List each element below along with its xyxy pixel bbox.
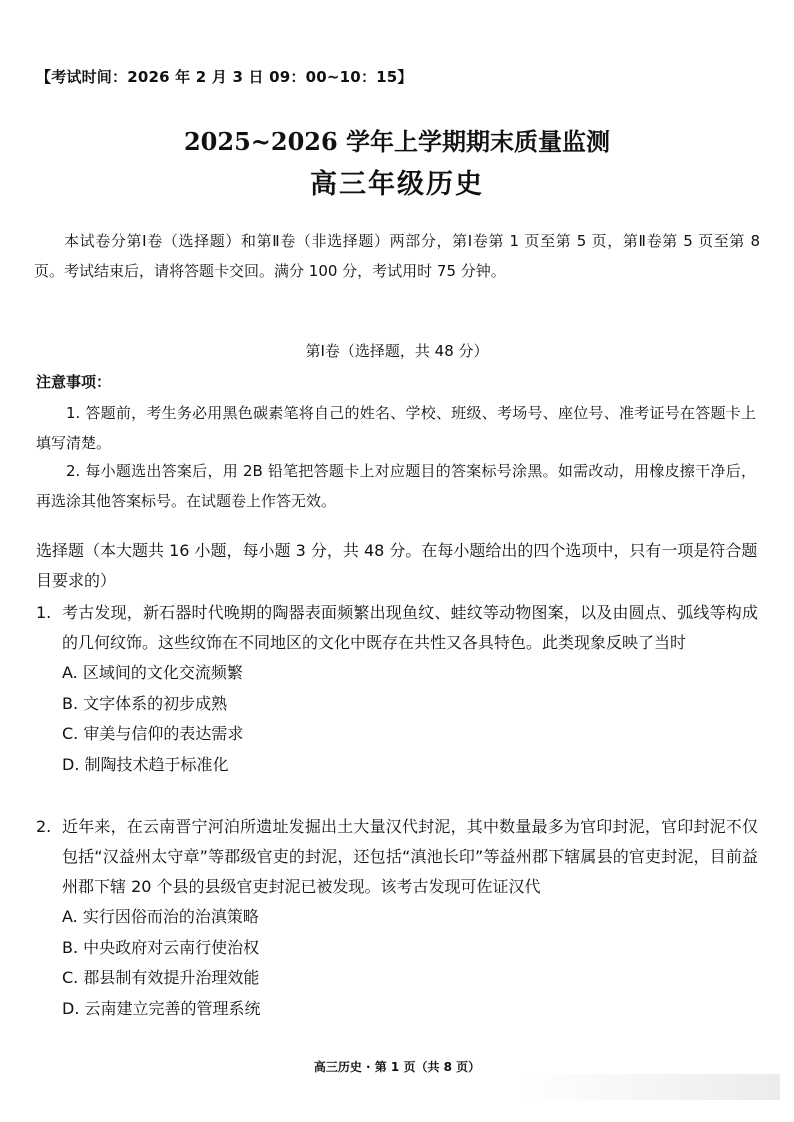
option-d: D. 云南建立完善的管理系统	[62, 998, 261, 1018]
question-stem: 考古发现，新石器时代晚期的陶器表面频繁出现鱼纹、蛙纹等动物图案，以及由圆点、弧线等构成的几何纹饰。这些纹饰在不同地区的文化中既存在共性又各具特色。此类现象反映了当时	[62, 603, 758, 652]
option-a: A. 实行因俗而治的治滇策略	[62, 907, 259, 926]
question-stem: 近年来，在云南晋宁河泊所遗址发掘出土大量汉代封泥，其中数量最多为官印封泥，官印封泥不仅包括“汉益州太守章”等郡级官吏的封泥，还包括“滇池长印”等益州郡下辖属县的官吏封泥，目前益州郡下辖 20 个县的县级官吏封泥已被发现。该考古发现可佐证汉代	[62, 817, 758, 896]
exam-title: 2025~2026 学年上学期期末质量监测	[183, 127, 611, 156]
question-number: 1.	[36, 603, 52, 622]
option-b: B. 中央政府对云南行使治权	[62, 937, 260, 957]
exam-time: 【考试时间：2026 年 2 月 3 日 09：00~10：15】	[36, 68, 413, 86]
choice-section-intro: 选择题（本大题共 16 小题，每小题 3 分，共 48 分。在每小题给出的四个选项中，只有一项是符合题目要求的）	[36, 541, 758, 590]
section-heading: 第Ⅰ卷（选择题，共 48 分）	[305, 342, 489, 360]
scan-shadow	[520, 1074, 780, 1100]
option-d: D. 制陶技术趋于标准化	[62, 754, 229, 774]
question-number: 2.	[36, 817, 52, 836]
question-1	[36, 598, 758, 780]
notice-title: 注意事项：	[36, 373, 112, 391]
question-2	[36, 812, 758, 1024]
notice-item: 2. 每小题选出答案后，用 2B 铅笔把答题卡上对应题目的答案标号涂黑。如需改动，用橡皮擦干净后，再选涂其他答案标号。在试题卷上作答无效。	[36, 462, 756, 510]
page-footer: 高三历史 · 第 1 页（共 8 页）	[313, 1060, 481, 1074]
option-c: C. 审美与信仰的表达需求	[62, 724, 244, 743]
intro-paragraph: 本试卷分第Ⅰ卷（选择题）和第Ⅱ卷（非选择题）两部分，第Ⅰ卷第 1 页至第 5 页，第Ⅱ卷第 5 页至第 8 页。考试结束后，请将答题卡交回。满分 100 分，考试用时 75 分钟。	[34, 232, 760, 280]
notice-item: 1. 答题前，考生务必用黑色碳素笔将自己的姓名、学校、班级、考场号、座位号、准考证号在答题卡上填写清楚。	[36, 404, 756, 452]
option-c: C. 郡县制有效提升治理效能	[62, 968, 260, 987]
option-a: A. 区域间的文化交流频繁	[62, 663, 243, 682]
option-b: B. 文字体系的初步成熟	[62, 693, 228, 713]
exam-subject: 高三年级历史	[310, 169, 484, 200]
